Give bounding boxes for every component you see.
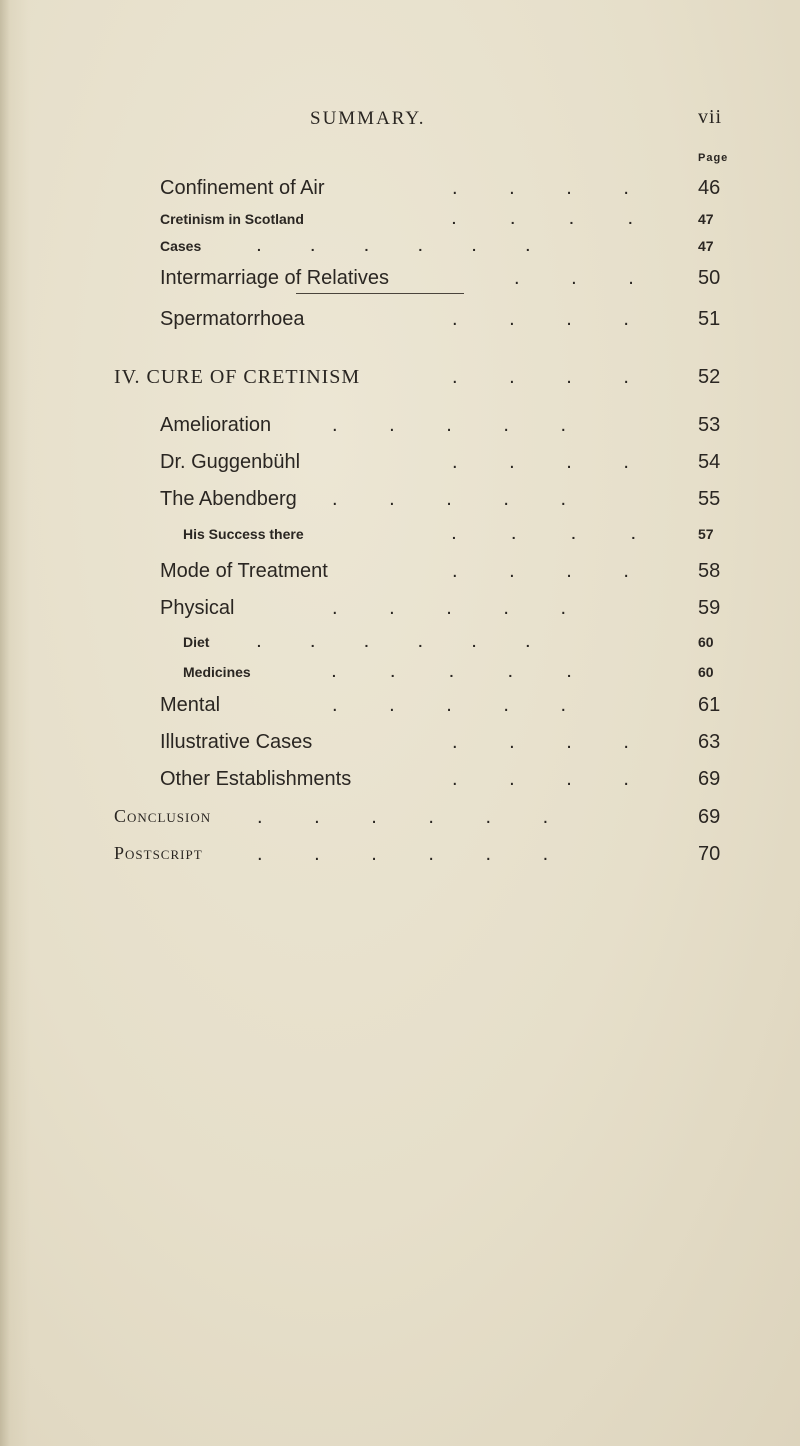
- toc-entry-page: 57: [698, 526, 714, 542]
- toc-entry-leaders: . . . .: [452, 731, 629, 753]
- toc-entry-title: Cases: [160, 238, 202, 254]
- toc-entry-title: Postscript: [114, 843, 203, 863]
- toc-entry-page: 52: [698, 366, 721, 388]
- toc-entry-page: 59: [698, 597, 721, 619]
- toc-section-heading: [0, 366, 800, 396]
- toc-entry-title: Confinement of Air: [160, 177, 325, 199]
- toc-entry: [0, 177, 800, 207]
- toc-entry-page: 51: [698, 308, 721, 330]
- toc-entry: [0, 488, 800, 518]
- toc-entry-leaders: . . . . . .: [257, 238, 530, 254]
- toc-entry-leaders: . . . . .: [332, 664, 572, 680]
- toc-entry-title: Cretinism in Scotland: [160, 211, 304, 227]
- toc-entry: [0, 560, 800, 590]
- toc-entry-leaders: . . . . .: [332, 694, 567, 716]
- toc-entry-leaders: . . . .: [452, 526, 636, 542]
- toc-entry-leaders: . . . .: [452, 177, 629, 199]
- toc-entry-title: IV. CURE OF CRETINISM: [114, 366, 361, 388]
- toc-entry-leaders: . . . . . .: [257, 634, 530, 650]
- toc-entry-page: 60: [698, 664, 714, 680]
- toc-entry-leaders: . . . .: [452, 560, 629, 582]
- toc-entry-page: 55: [698, 488, 721, 510]
- page-column-label: Page: [698, 152, 729, 164]
- toc-entry-leaders: . . . . . .: [257, 806, 549, 828]
- toc-entry-title: His Success there: [183, 526, 304, 542]
- toc-entry: [0, 806, 800, 836]
- toc-entry-page: 69: [698, 768, 721, 790]
- toc-entry: [0, 597, 800, 627]
- toc-entry-page: 69: [698, 806, 721, 828]
- toc-entry: [0, 731, 800, 761]
- toc-entry-title: Dr. Guggenbühl: [160, 451, 301, 473]
- toc-entry-page: 47: [698, 211, 714, 227]
- running-head: SUMMARY.: [310, 108, 426, 129]
- toc-entry: [0, 843, 800, 873]
- toc-entry-leaders: . . . .: [452, 211, 633, 227]
- toc-entry-page: 60: [698, 634, 714, 650]
- toc-entry-leaders: . . . .: [452, 768, 629, 790]
- toc-entry-page: 47: [698, 238, 714, 254]
- toc-entry-title: Diet: [183, 634, 210, 650]
- toc-entry-leaders: . . .: [514, 267, 634, 289]
- toc-entry-title: Other Establishments: [160, 768, 352, 790]
- page-folio: vii: [698, 106, 723, 128]
- toc-entry-title: The Abendberg: [160, 488, 297, 510]
- toc-entry: [0, 238, 800, 268]
- toc-entry-title: Physical: [160, 597, 235, 619]
- toc-entry: [0, 664, 800, 694]
- toc-entry-title: Medicines: [183, 664, 251, 680]
- toc-entry-title: Intermarriage of Relatives: [160, 267, 389, 289]
- toc-entry: [0, 526, 800, 556]
- toc-entry-title: Mental: [160, 694, 221, 716]
- toc-entry-page: 61: [698, 694, 721, 716]
- toc-entry: [0, 414, 800, 444]
- toc-entry-page: 50: [698, 267, 721, 289]
- toc-entry: [0, 211, 800, 241]
- toc-entry: [0, 694, 800, 724]
- toc-entry-page: 70: [698, 843, 721, 865]
- toc-entry-leaders: . . . .: [452, 451, 629, 473]
- toc-entry-page: 53: [698, 414, 721, 436]
- toc-entry-leaders: . . . .: [452, 308, 629, 330]
- toc-entry: [0, 768, 800, 798]
- toc-entry-page: 63: [698, 731, 721, 753]
- toc-entry-page: 58: [698, 560, 721, 582]
- toc-entry: [0, 308, 800, 338]
- toc-entry-title: Illustrative Cases: [160, 731, 313, 753]
- toc-entry-leaders: . . . . . .: [257, 843, 549, 865]
- toc-entry-leaders: . . . . .: [332, 597, 567, 619]
- section-divider: [296, 293, 464, 294]
- toc-entry-title: Amelioration: [160, 414, 272, 436]
- toc-entry: [0, 451, 800, 481]
- toc-entry-leaders: . . . .: [452, 366, 629, 388]
- toc-entry: [0, 634, 800, 664]
- toc-entry-title: Conclusion: [114, 806, 212, 826]
- toc-entry-title: Spermatorrhoea: [160, 308, 305, 330]
- toc-entry-page: 54: [698, 451, 721, 473]
- toc-entry-leaders: . . . . .: [332, 488, 567, 510]
- toc-entry-page: 46: [698, 177, 721, 199]
- toc-entry-leaders: . . . . .: [332, 414, 567, 436]
- toc-entry-title: Mode of Treatment: [160, 560, 328, 582]
